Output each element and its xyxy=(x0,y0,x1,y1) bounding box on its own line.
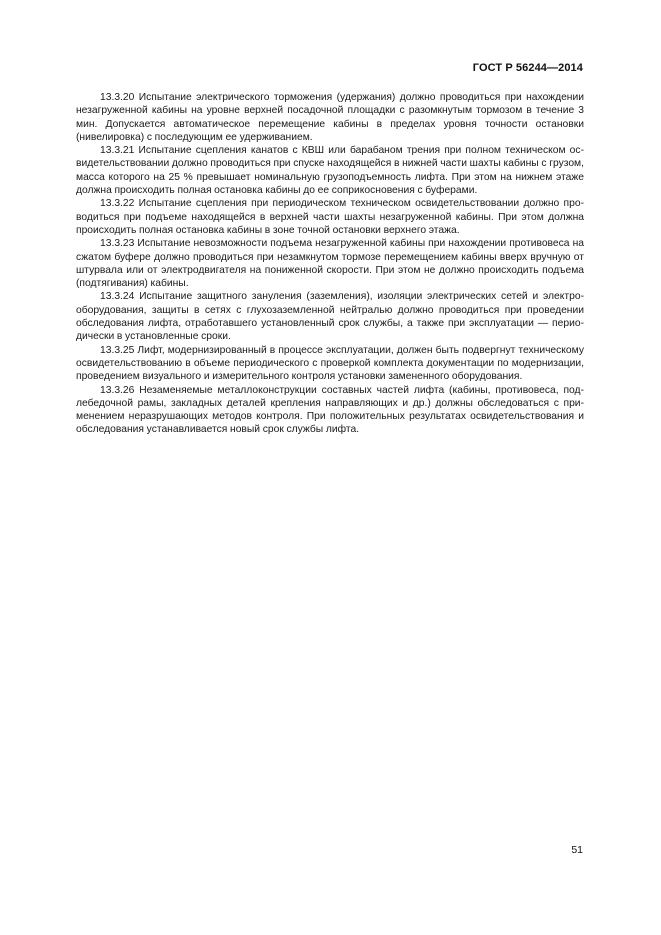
paragraph-13-3-22: 13.3.22 Испытание сцепления при периодическом техническом освидетельствовании должно проводиться при подъеме находящейся в верхней части шахты незагруженной кабины. При этом должна происходить полная остановка кабины в зоне точной остановки верхнего этажа. xyxy=(76,198,584,236)
paragraph-13-3-21: 13.3.21 Испытание сцепления канатов с КВШ или барабаном трения при полном техническом освидетельствовании должно проводиться при спуске находящейся в нижней части шахты кабины с грузом, масса которого на 25 % превышает номинальную грузоподъемность лифта. При этом на нижнем этаже должна происходить полная остановка кабины до ее соприкосновения с буферами. xyxy=(76,145,584,197)
document-body xyxy=(76,91,584,437)
paragraph-13-3-24: 13.3.24 Испытание защитного зануления (заземления), изоляции электрических сетей и электрооборудования, защиты в сетях с глухозаземленной нейтралью должно проводиться при проведении обследования лифта, отработавшего установленный срок службы, а также при эксплуатации — периодически в установленные сроки. xyxy=(76,291,584,343)
document-header-standard: ГОСТ Р 56244—2014 xyxy=(472,62,583,74)
page-number: 51 xyxy=(571,844,583,856)
paragraph-13-3-20: 13.3.20 Испытание электрического торможения (удержания) должно проводиться при нахождении незагруженной кабины на уровне верхней посадочной площадки с разомкнутым тормозом в течение 3 мин. Допускается автоматическое перемещение кабины в пределах уровня точности остановки (нивелировка) с последующим ее удерживанием. xyxy=(76,92,584,143)
paragraph-13-3-26: 13.3.26 Незаменяемые металлоконструкции составных частей лифта (кабины, противовеса, подлебедочной рамы, закладных деталей крепления направляющих и др.) должны обследоваться с применением неразрушающих методов контроля. При положительных результатах освидетельствования и обследования устанавливается новый срок службы лифта. xyxy=(76,384,584,436)
paragraph-13-3-25: 13.3.25 Лифт, модернизированный в процессе эксплуатации, должен быть подвергнут техническому освидетельствованию в объеме периодического с проверкой комплекта документации по модернизации, проведением визуального и измерительного контроля установки замененного оборудования. xyxy=(76,344,584,383)
paragraph-13-3-23: 13.3.23 Испытание невозможности подъема незагруженной кабины при нахождении противовеса на сжатом буфере должно проводиться при незамкнутом тормозе перемещением кабины вверх вручную от штурвала или от электродвигателя на пониженной скорости. При этом не должно происходить подъема (подтягивания) кабины. xyxy=(76,238,584,290)
